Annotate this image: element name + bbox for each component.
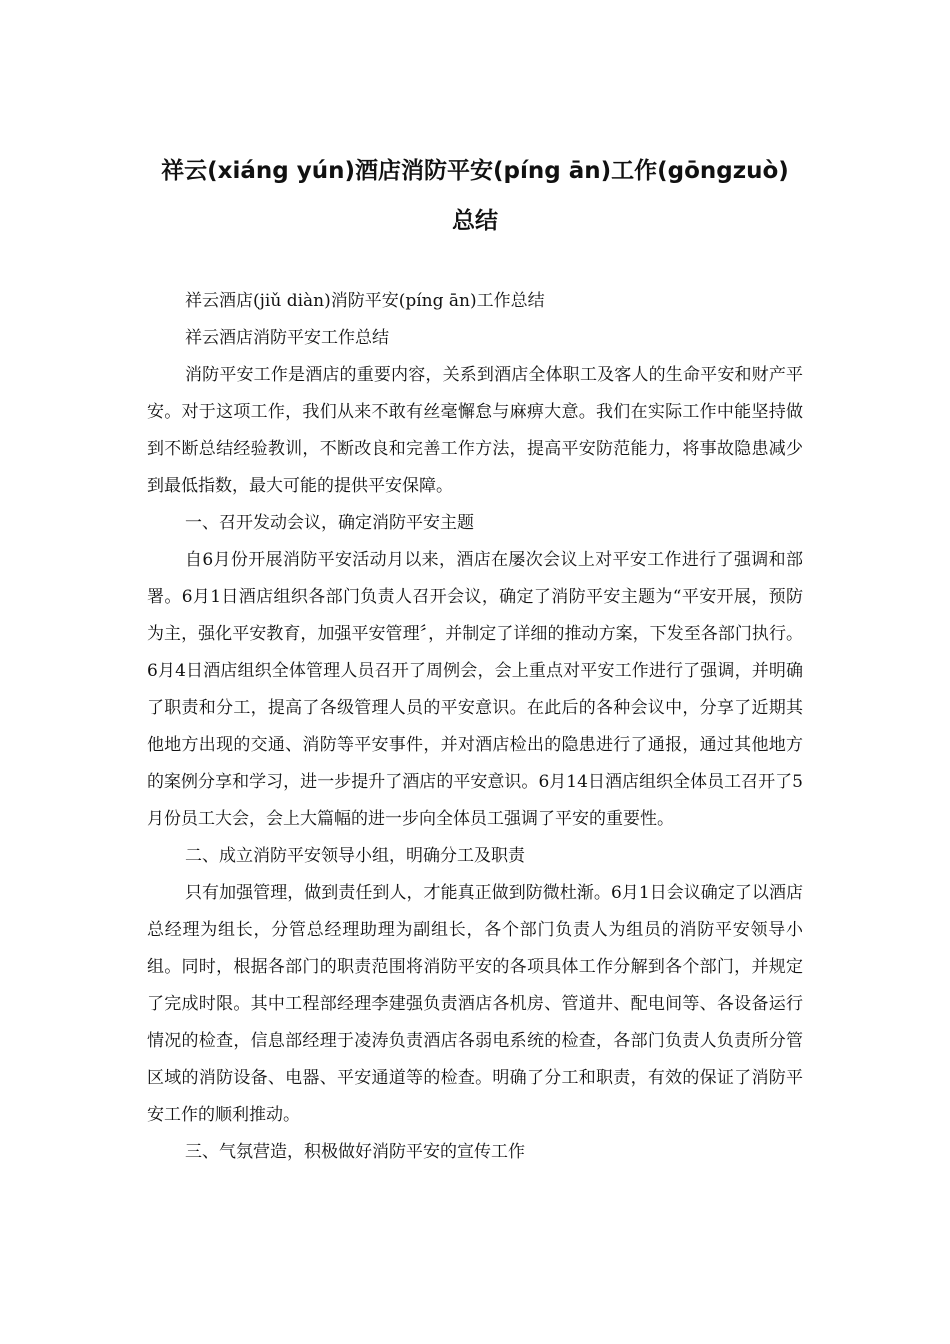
intro-paragraph: 消防平安工作是酒店的重要内容，关系到酒店全体职工及客人的生命平安和财产平安。对于这项工作，我们从来不敢有丝毫懈怠与麻痹大意。我们在实际工作中能坚持做到不断总结经验教训，不断改良和完善工作方法，提高平安防范能力，将事故隐患减少到最低指数，最大可能的提供平安保障。	[147, 365, 803, 496]
title-line-1: 祥云(xiáng yún)酒店消防平安(píng ān)工作(gōngzuò)	[161, 158, 789, 184]
section-paragraph-1: 自6月份开展消防平安活动月以来，酒店在屡次会议上对平安工作进行了强调和部署。6月1日酒店组织各部门负责人召开会议，确定了消防平安主题为“平安开展，预防为主，强化平安教育，加强平安管理〞，并制定了详细的推动方案，下发至各部门执行。6月4日酒店组织全体管理人员召开了周例会，会上重点对平安工作进行了强调，并明确了职责和分工，提高了各级管理人员的平安意识。在此后的各种会议中，分享了近期其他地方出现的交通、消防等平安事件，并对酒店检出的隐患进行了通报，通过其他地方的案例分享和学习，进一步提升了酒店的平安意识。6月14日酒店组织全体员工召开了5月份员工大会，会上大篇幅的进一步向全体员工强调了平安的重要性。	[147, 550, 803, 829]
section-heading-1: 一、召开发动会议，确定消防平安主题	[185, 513, 474, 533]
title-line-2: 总结	[452, 208, 498, 234]
section-heading-2: 二、成立消防平安领导小组，明确分工及职责	[185, 846, 525, 866]
document-body	[147, 283, 803, 1171]
section-heading-3: 三、气氛营造，积极做好消防平安的宣传工作	[185, 1142, 525, 1162]
subtitle: 祥云酒店消防平安工作总结	[185, 328, 389, 348]
subtitle-pinyin: 祥云酒店(jiǔ diàn)消防平安(píng ān)工作总结	[185, 291, 545, 311]
document-title	[130, 146, 820, 246]
section-paragraph-2: 只有加强管理，做到责任到人，才能真正做到防微杜渐。6月1日会议确定了以酒店总经理为组长，分管总经理助理为副组长，各个部门负责人为组员的消防平安领导小组。同时，根据各部门的职责范围将消防平安的各项具体工作分解到各个部门，并规定了完成时限。其中工程部经理李建强负责酒店各机房、管道井、配电间等、各设备运行情况的检查，信息部经理于凌涛负责酒店各弱电系统的检查，各部门负责人负责所分管区域的消防设备、电器、平安通道等的检查。明确了分工和职责，有效的保证了消防平安工作的顺利推动。	[147, 883, 803, 1125]
